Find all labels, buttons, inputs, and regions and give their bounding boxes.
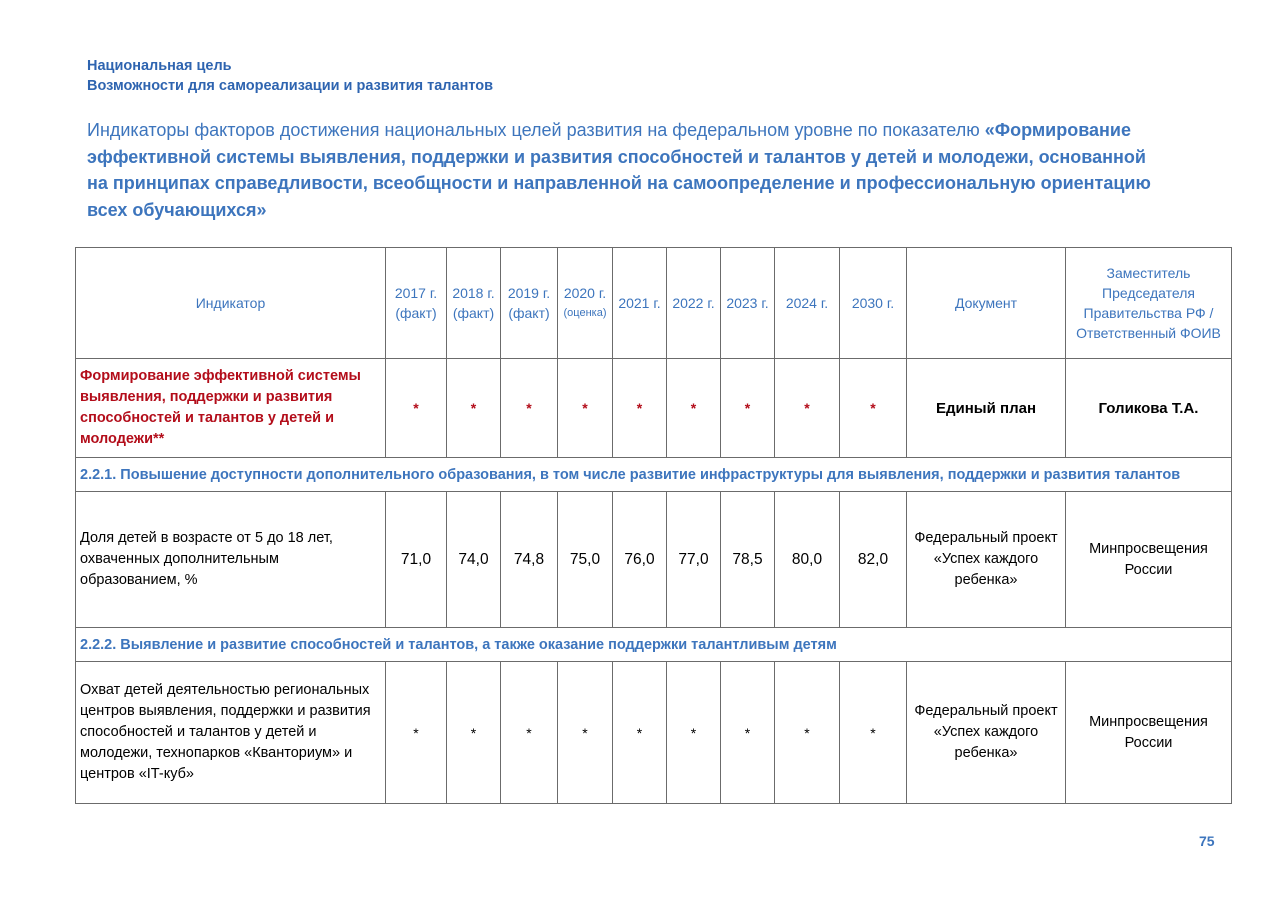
section-title: 2.2.1. Повышение доступности дополнительного образования, в том числе развитие инфраструктуры для выявления, поддержки и развития талантов [76, 458, 1232, 492]
header-year: 2024 г. [775, 248, 840, 359]
value-cell: * [840, 662, 907, 804]
value-cell: 78,5 [721, 492, 775, 628]
indicator-name: Охват детей деятельностью региональных центров выявления, поддержки и развития способностей и талантов у детей и молодежи, технопарков «Кванториум» и центров «IT-куб» [76, 662, 386, 804]
goal-label: Национальная цель [87, 58, 232, 74]
table-row [76, 492, 1232, 628]
value-cell: 76,0 [613, 492, 667, 628]
value-cell: * [613, 359, 667, 458]
main-responsible: Голикова Т.А. [1066, 359, 1232, 458]
header-year: 2023 г. [721, 248, 775, 359]
responsible-cell: Минпросвещения России [1066, 662, 1232, 804]
header-year: 2030 г. [840, 248, 907, 359]
value-cell: * [840, 359, 907, 458]
main-indicator-row [76, 359, 1232, 458]
section-row [76, 628, 1232, 662]
indicators-table [75, 247, 1232, 804]
section-title: 2.2.2. Выявление и развитие способностей и талантов, а также оказание поддержки талантливым детям [76, 628, 1232, 662]
value-cell: 80,0 [775, 492, 840, 628]
value-cell: 82,0 [840, 492, 907, 628]
table-row [76, 662, 1232, 804]
value-cell: 74,8 [501, 492, 558, 628]
header-year: 2018 г. (факт) [447, 248, 501, 359]
value-cell: * [558, 662, 613, 804]
document-cell: Федеральный проект «Успех каждого ребенка» [907, 492, 1066, 628]
value-cell: * [667, 359, 721, 458]
header-indicator: Индикатор [76, 248, 386, 359]
value-cell: 75,0 [558, 492, 613, 628]
value-cell: * [775, 662, 840, 804]
header-year: 2022 г. [667, 248, 721, 359]
header-document: Документ [907, 248, 1066, 359]
value-cell: * [501, 359, 558, 458]
value-cell: 71,0 [386, 492, 447, 628]
value-cell: * [386, 662, 447, 804]
value-cell: 74,0 [447, 492, 501, 628]
value-cell: * [558, 359, 613, 458]
value-cell: * [501, 662, 558, 804]
goal-name: Возможности для самореализации и развития талантов [87, 78, 494, 94]
value-cell: * [775, 359, 840, 458]
indicator-name: Доля детей в возрасте от 5 до 18 лет, охваченных дополнительным образованием, % [76, 492, 386, 628]
table-header-row [76, 248, 1232, 359]
main-indicator-name: Формирование эффективной системы выявления, поддержки и развития способностей и талантов у детей и молодежи** [76, 359, 386, 458]
intro-paragraph [87, 117, 1157, 223]
value-cell: * [667, 662, 721, 804]
header-year: 2019 г. (факт) [501, 248, 558, 359]
intro-prefix: Индикаторы факторов достижения национальных целей развития на федеральном уровне по показателю [87, 120, 985, 140]
header-year: 2020 г. (оценка) [558, 248, 613, 359]
intro-indicator: «Формирование эффективной системы выявления, поддержки и развития способностей и талантов у детей и молодежи, основанной на принципах справедливости, всеобщности и направленной на самоопределение и профессиональную ориентацию всех обучающихся» [87, 120, 1151, 220]
responsible-cell: Минпросвещения России [1066, 492, 1232, 628]
national-goal-header [87, 56, 493, 96]
value-cell: * [613, 662, 667, 804]
value-cell: * [447, 662, 501, 804]
value-cell: 77,0 [667, 492, 721, 628]
header-responsible: Заместитель Председателя Правительства РФ / Ответственный ФОИВ [1066, 248, 1232, 359]
section-row [76, 458, 1232, 492]
page-number: 75 [1199, 833, 1215, 849]
header-year: 2021 г. [613, 248, 667, 359]
value-cell: * [721, 359, 775, 458]
value-cell: * [447, 359, 501, 458]
value-cell: * [721, 662, 775, 804]
main-document: Единый план [907, 359, 1066, 458]
header-year: 2017 г. (факт) [386, 248, 447, 359]
document-cell: Федеральный проект «Успех каждого ребенка» [907, 662, 1066, 804]
value-cell: * [386, 359, 447, 458]
